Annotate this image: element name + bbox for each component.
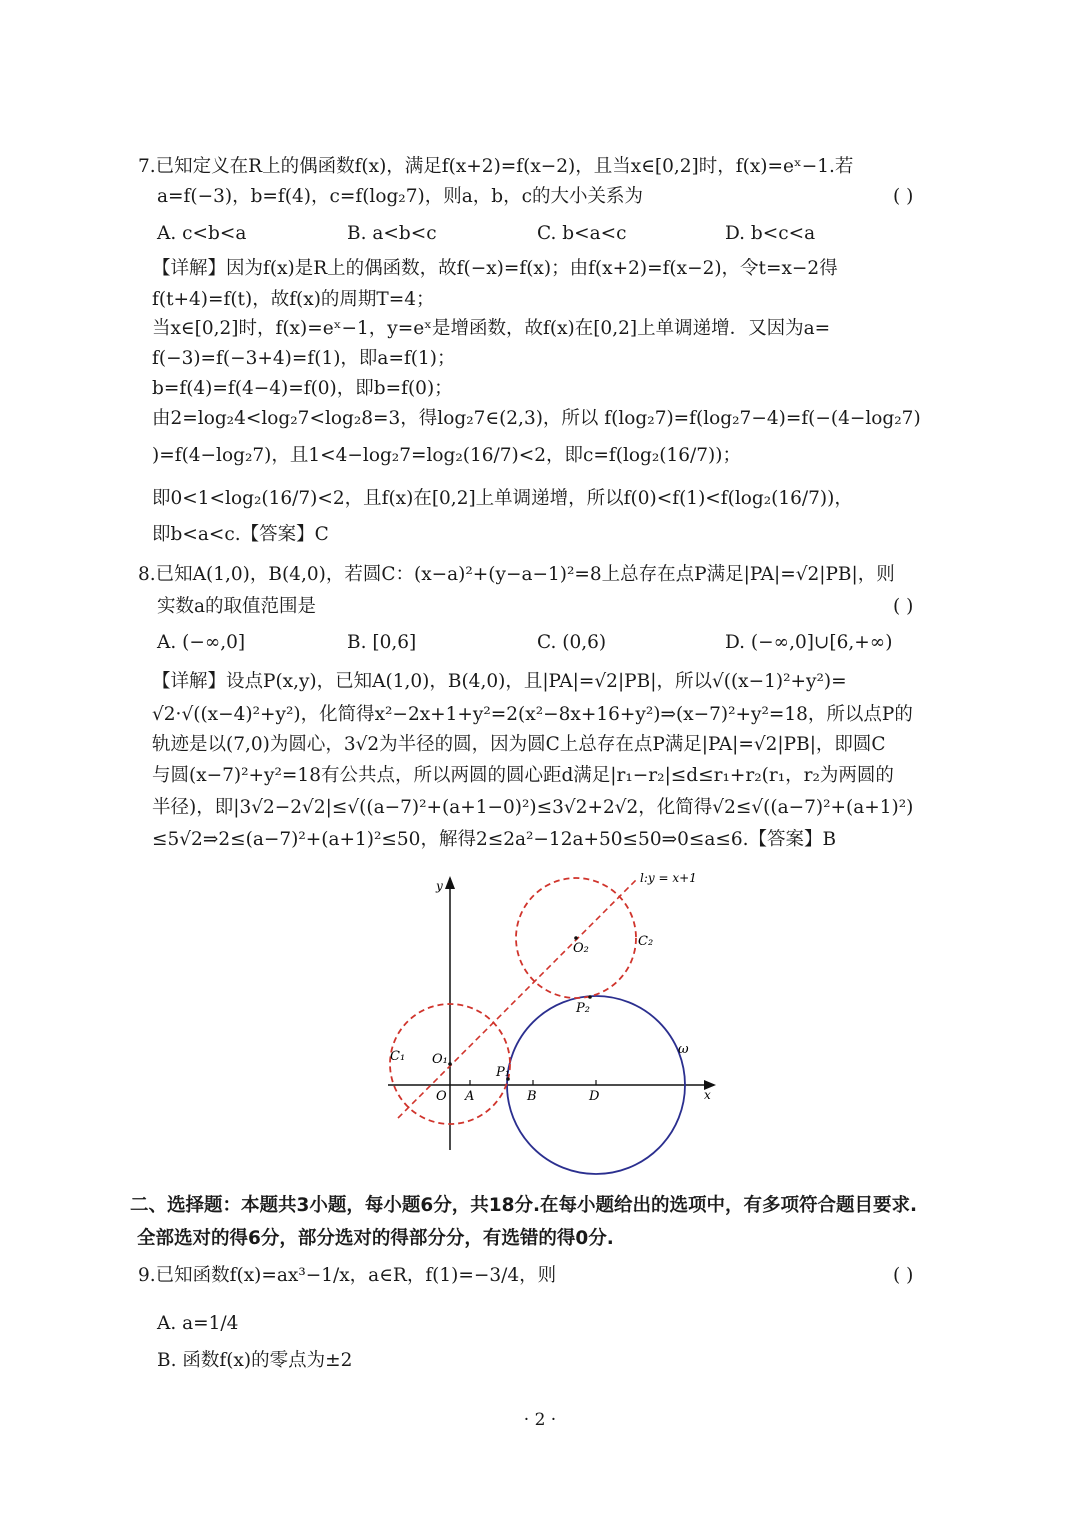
q9-answer-paren: ( ) [893,1265,914,1286]
y-axis-arrow [445,876,455,889]
label-c2: C₂ [638,934,654,949]
point-p2 [588,995,592,999]
label-omega: ω [678,1042,689,1057]
q7-solution-line-6: 由2=log₂4<log₂7<log₂8=3，得log₂7∈(2,3)，所以 f(log₂7)=f(log₂7−4)=f(−(4−log₂7) [152,408,921,429]
q9-option-a: A. a=1/4 [157,1313,239,1334]
q7-option-d: D. b<c<a [725,223,816,244]
line-l [398,878,638,1118]
label-c1: C₁ [390,1049,406,1064]
q7-solution-line-5: b=f(4)=f(4−4)=f(0)，即b=f(0)； [152,378,453,399]
q7-stem-line-1: 7.已知定义在R上的偶函数f(x)，满足f(x+2)=f(x−2)，且当x∈[0,2]时，f(x)=eˣ−1.若 [138,156,854,177]
q8-stem-line-1: 8.已知A(1,0)，B(4,0)，若圆C：(x−a)²+(y−a−1)²=8上总存在点P满足|PA|=√2|PB|，则 [138,564,895,585]
q8-answer-paren: ( ) [893,596,914,617]
label-p2: P₂ [576,1001,590,1016]
q8-solution-line-2: √2·√((x−4)²+y²)，化简得x²−2x+1+y²=2(x²−8x+16+y²)⇒(x−7)²+y²=18，所以点P的 [152,704,913,725]
label-line-l: l:y = x+1 [640,871,697,885]
q7-option-c: C. b<a<c [537,223,627,244]
q7-option-a: A. c<b<a [157,223,247,244]
q8-solution-line-5: 半径)，即|3√2−2√2|≤√((a−7)²+(a+1−0)²)≤3√2+2√2，化简得√2≤√((a−7)²+(a+1)²) [152,797,914,818]
q7-option-b: B. a<b<c [347,223,437,244]
q7-solution-line-2: f(t+4)=f(t)，故f(x)的周期T=4； [152,289,435,310]
q9-stem: 9.已知函数f(x)=ax³−1/x，a∈R，f(1)=−3/4，则 [138,1265,557,1286]
q7-solution-line-7: )=f(4−log₂7)，且1<4−log₂7=log₂(16/7)<2，即c=f(log₂(16/7))； [152,445,741,466]
point-o1 [448,1062,452,1066]
q8-solution-line-3: 轨迹是以(7,0)为圆心，3√2为半径的圆，因为圆C上总存在点P满足|PA|=√2|PB|，即圆C [152,734,886,755]
q7-solution-line-4: f(−3)=f(−3+4)=f(1)，即a=f(1)； [152,348,456,369]
q7-solution-line-3: 当x∈[0,2]时，f(x)=eˣ−1，y=eˣ是增函数，故f(x)在[0,2]上单调递增．又因为a= [152,318,831,339]
q7-answer-paren: ( ) [893,186,914,207]
label-a: A [465,1089,475,1104]
label-p1: P₁ [496,1065,510,1080]
page-number: · 2 · [523,1410,557,1430]
q8-option-c: C. (0,6) [537,632,607,653]
q8-solution-line-4: 与圆(x−7)²+y²=18有公共点，所以两圆的圆心距d满足|r₁−r₂|≤d≤r₁+r₂(r₁，r₂为两圆的 [152,765,894,786]
point-o2 [574,936,578,940]
q8-solution-line-1: 【详解】设点P(x,y)，已知A(1,0)，B(4,0)，且|PA|=√2|PB|，所以√((x−1)²+y²)= [152,671,847,692]
label-d: D [589,1089,600,1104]
q8-option-b: B. [0,6] [347,632,417,653]
label-y-axis: y [436,879,443,893]
q7-solution-line-9: 即b<a<c.【答案】C [152,524,329,545]
label-o2: O₂ [573,941,589,956]
q8-solution-line-6: ≤5√2⇒2≤(a−7)²+(a+1)²≤50，解得2≤2a²−12a+50≤50⇒0≤a≤6.【答案】B [152,829,837,850]
q8-stem-line-2: 实数a的取值范围是 [157,596,317,617]
q7-solution-line-1: 【详解】因为f(x)是R上的偶函数，故f(−x)=f(x)；由f(x+2)=f(x−2)，令t=x−2得 [152,258,838,279]
q7-solution-line-8: 即0<1<log₂(16/7)<2，且f(x)在[0,2]上单调递增，所以f(0)<f(1)<f(log₂(16/7))， [152,488,853,509]
label-origin: O [436,1089,447,1104]
q7-stem-line-2: a=f(−3)，b=f(4)，c=f(log₂7)，则a，b，c的大小关系为 [157,186,643,207]
circles-diagram [380,860,730,1180]
section-2-heading: 二、选择题：本题共3小题，每小题6分，共18分.在每小题给出的选项中，有多项符合题目要求. [130,1195,918,1216]
section-2-heading-line-2: 全部选对的得6分，部分选对的得部分分，有选错的得0分. [137,1228,614,1249]
q8-option-d: D. (−∞,0]∪[6,+∞) [725,632,893,653]
q8-option-a: A. (−∞,0] [157,632,246,653]
label-x-axis: x [704,1088,711,1102]
q9-option-b: B. 函数f(x)的零点为±2 [157,1350,353,1371]
label-o1: O₁ [432,1052,448,1067]
label-b: B [527,1089,537,1104]
